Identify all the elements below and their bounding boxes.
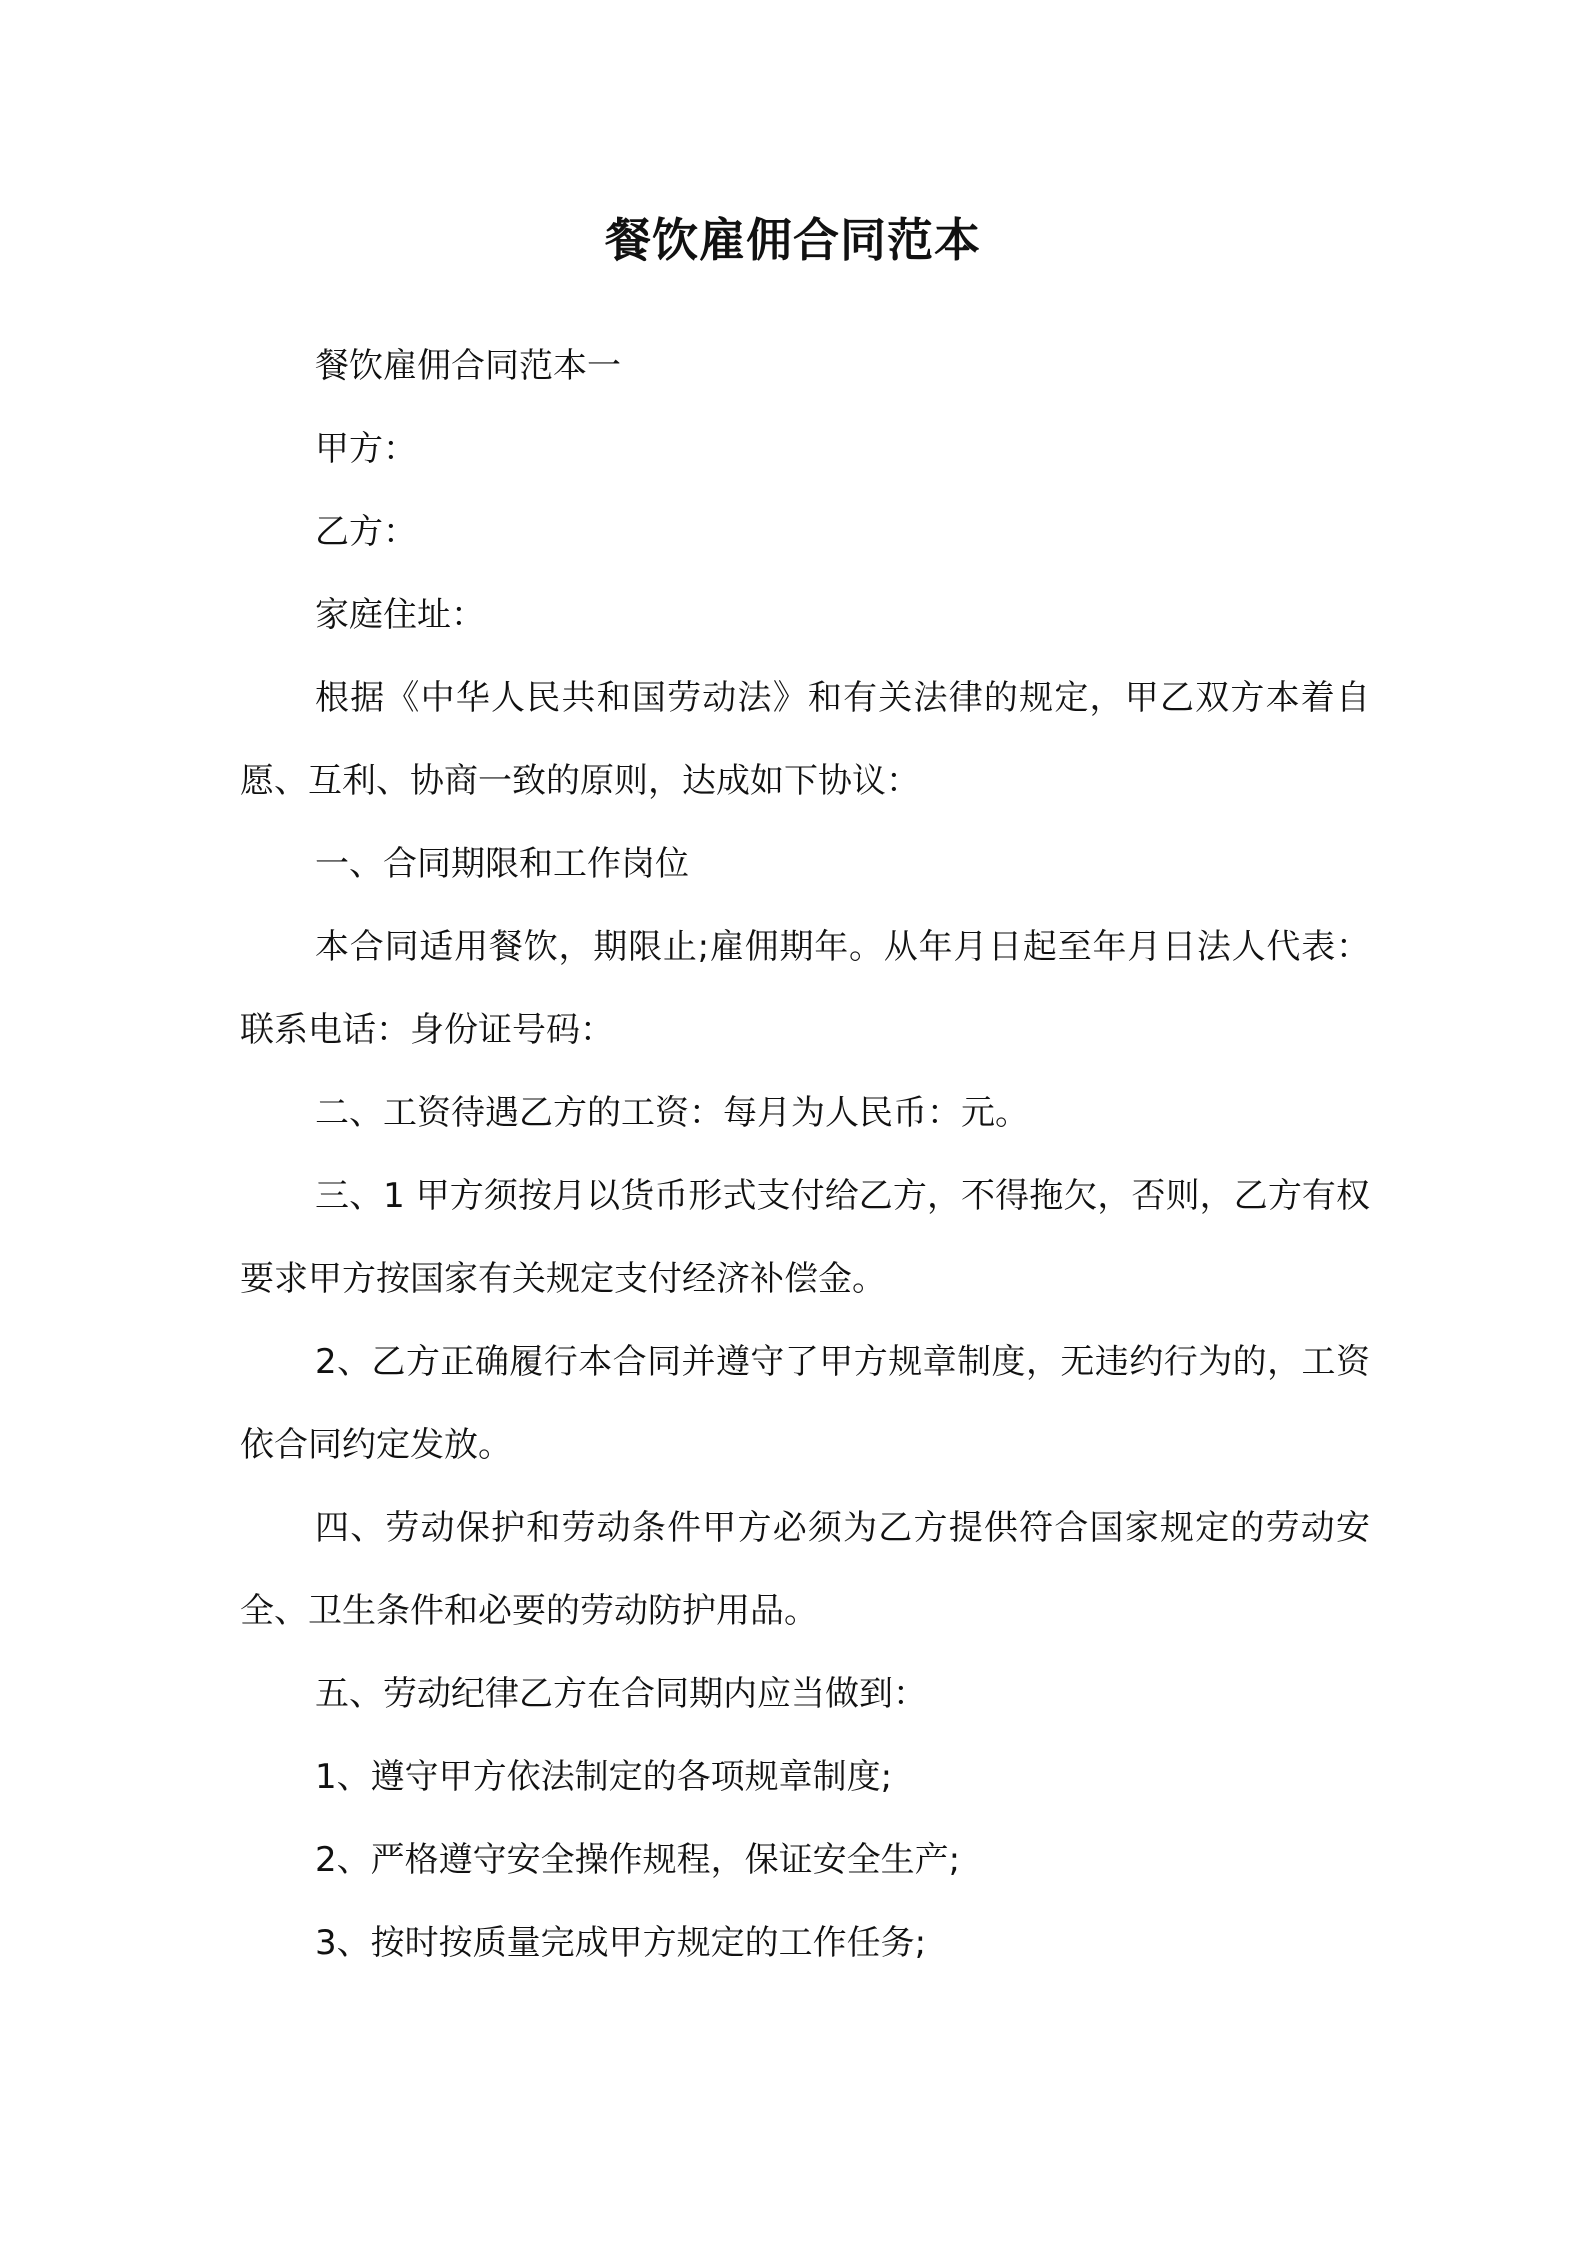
clause-5-item-1: 1、遵守甲方依法制定的各项规章制度; [315,1757,893,1797]
clause-5-item-2: 2、严格遵守安全操作规程，保证安全生产; [315,1840,961,1880]
document-title: 餐饮雇佣合同范本 [605,213,981,267]
clause-3-item-1: 三、1 甲方须按月以货币形式支付给乙方，不得拖欠，否则，乙方有权要求甲方按国家有关规定支付经济补偿金。 [240,1176,1370,1299]
clause-4-text: 四、劳动保护和劳动条件甲方必须为乙方提供符合国家规定的劳动安全、卫生条件和必要的劳动防护用品。 [240,1508,1370,1631]
clause-1-heading: 一、合同期限和工作岗位 [315,844,689,884]
party-a-field: 甲方： [315,429,417,469]
section-heading: 餐饮雇佣合同范本一 [315,346,621,386]
clause-5-heading: 五、劳动纪律乙方在合同期内应当做到： [315,1674,927,1714]
clause-3-item-2: 2、乙方正确履行本合同并遵守了甲方规章制度，无违约行为的，工资依合同约定发放。 [240,1342,1370,1465]
party-b-field: 乙方： [315,512,417,552]
clause-5-item-3: 3、按时按质量完成甲方规定的工作任务; [315,1923,927,1963]
clause-1-text: 本合同适用餐饮，期限止;雇佣期年。从年月日起至年月日法人代表：联系电话：身份证号码： [240,927,1370,1050]
home-address-field: 家庭住址： [315,595,485,635]
document-body [240,325,1370,1985]
clause-2-text: 二、工资待遇乙方的工资：每月为人民币：元。 [315,1093,1029,1133]
preamble-paragraph: 根据《中华人民共和国劳动法》和有关法律的规定，甲乙双方本着自愿、互利、协商一致的原则，达成如下协议： [240,678,1370,801]
